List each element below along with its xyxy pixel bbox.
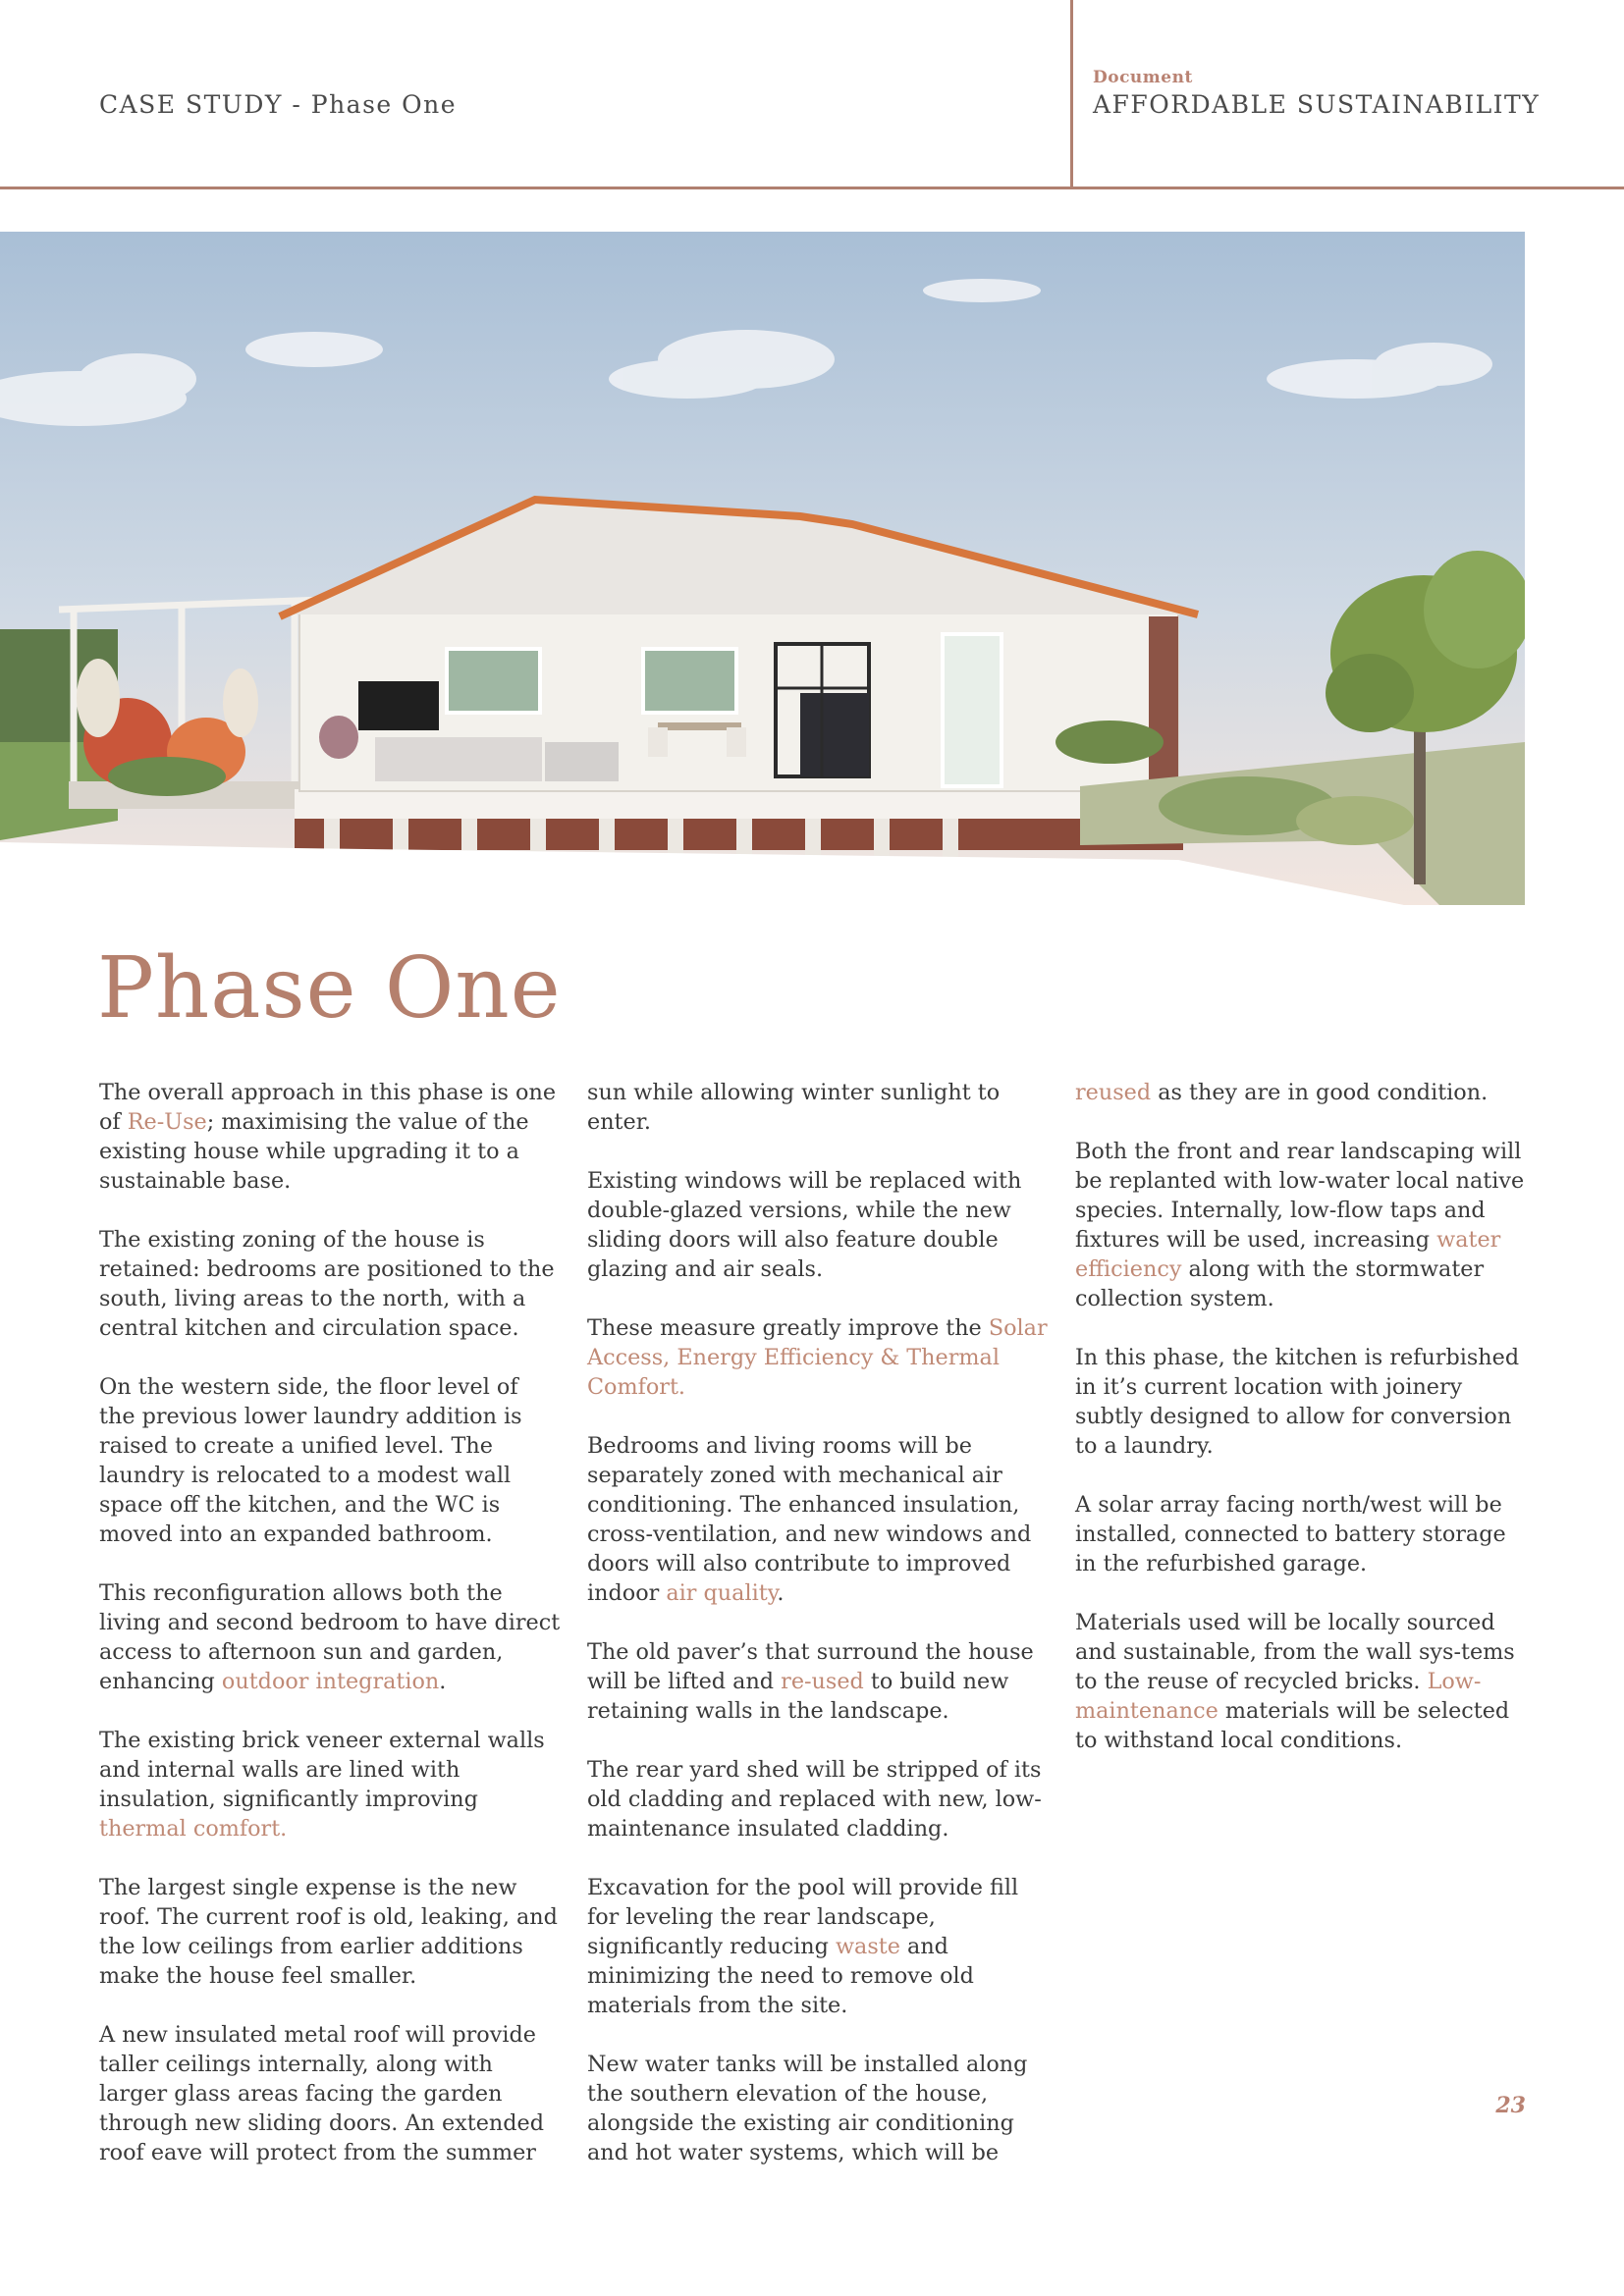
header-vertical-divider — [1070, 0, 1073, 189]
paragraph: Materials used will be locally sourced and sustainable, from the wall sys-tems to the reuse of recycled bricks. Low-maintenance materials will be selected to withstand local conditions. — [1075, 1610, 1515, 1753]
paragraph: reused as they are in good condition. — [1075, 1080, 1489, 1105]
paragraph: The existing zoning of the house is retained: bedrooms are positioned to the south, living areas to the north, with a central kitchen and circulation space. — [99, 1227, 555, 1341]
paragraph: sun while allowing winter sunlight to enter. — [587, 1080, 1001, 1135]
paragraph: The existing brick veneer external walls and internal walls are lined with insulation, significantly improving thermal comfort. — [99, 1728, 545, 1842]
highlight-thermal-comfort: thermal comfort. — [99, 1816, 288, 1842]
highlight-low-maintenance: Low-maintenance — [1075, 1669, 1482, 1724]
paragraph: The old paver’s that surround the house will be lifted and re-used to build new retaining walls in the landscape. — [587, 1639, 1034, 1724]
paragraph: On the western side, the floor level of the previous lower laundry addition is raised to create a unified level. The laundry is relocated to a modest wall space off the kitchen, and the WC is moved into an expanded bathroom. — [99, 1374, 522, 1547]
highlight-waste: waste — [835, 1934, 900, 1959]
paragraph: New water tanks will be installed along the southern elevation of the house, alongside the existing air conditioning and hot water systems, which will be — [587, 2052, 1028, 2165]
brick-column — [1149, 616, 1178, 783]
highlight-reused: reused — [1075, 1080, 1152, 1105]
page-number: 23 — [1495, 2093, 1526, 2118]
highlight-air-quality: air quality — [666, 1580, 778, 1606]
paragraph: Both the front and rear landscaping will be replanted with low-water local native species. Internally, low-flow taps and fixtures will be used, increasing water efficiency along with the stormwater collection system. — [1075, 1139, 1525, 1311]
paragraph: The largest single expense is the new roof. The current roof is old, leaking, and the low ceilings from earlier additions make the house feel smaller. — [99, 1875, 558, 1989]
paragraph: The rear yard shed will be stripped of its old cladding and replaced with new, low-maintenance insulated cladding. — [587, 1757, 1042, 1842]
paragraph: In this phase, the kitchen is refurbished in it’s current location with joinery subtly designed to allow for conversion to a laundry. — [1075, 1345, 1520, 1459]
highlight-re-used: re-used — [781, 1669, 864, 1694]
text-column-3 — [1075, 1078, 1532, 1785]
house-render-illustration — [0, 232, 1525, 905]
highlight-re-use: Re-Use — [127, 1109, 207, 1135]
paragraph: Excavation for the pool will provide fill for leveling the rear landscape, significantly reducing waste and minimizing the need to remove old materials from the site. — [587, 1875, 1019, 2018]
header-document-label: Document — [1093, 68, 1193, 87]
text-column-2 — [587, 1078, 1049, 2197]
paragraph: This reconfiguration allows both the living and second bedroom to have direct access to afternoon sun and garden, enhancing outdoor integration. — [99, 1580, 561, 1694]
television — [358, 681, 439, 730]
header-document-title: AFFORDABLE SUSTAINABILITY — [1093, 90, 1541, 119]
page-title: Phase One — [97, 939, 562, 1038]
highlight-water-efficiency: water efficiency — [1075, 1227, 1501, 1282]
paragraph: A solar array facing north/west will be installed, connected to battery storage in the refurbished garage. — [1075, 1492, 1506, 1576]
paragraph: These measure greatly improve the Solar Access, Energy Efficiency & Thermal Comfort. — [587, 1315, 1048, 1400]
header-section-title: CASE STUDY - Phase One — [99, 90, 458, 119]
paragraph: The overall approach in this phase is one of Re-Use; maximising the value of the existing house while upgrading it to a sustainable base. — [99, 1080, 557, 1194]
highlight-outdoor-integration: outdoor integration — [221, 1669, 440, 1694]
text-column-1 — [99, 1078, 561, 2197]
paragraph: Bedrooms and living rooms will be separately zoned with mechanical air conditioning. The enhanced insulation, cross-ventilation, and new windows and doors will also contribute to improved indoor air quality. — [587, 1433, 1032, 1606]
paragraph: Existing windows will be replaced with double-glazed versions, while the new sliding doors will also feature double glazing and air seals. — [587, 1168, 1022, 1282]
house-section-render — [0, 232, 1525, 905]
header-horizontal-divider — [0, 187, 1624, 189]
highlight-solar-access: Solar Access, Energy Efficiency & Thermal Comfort. — [587, 1315, 1048, 1400]
paragraph: A new insulated metal roof will provide taller ceilings internally, along with larger glass areas facing the garden through new sliding doors. An extended roof eave will protect from the summer — [99, 2022, 545, 2165]
